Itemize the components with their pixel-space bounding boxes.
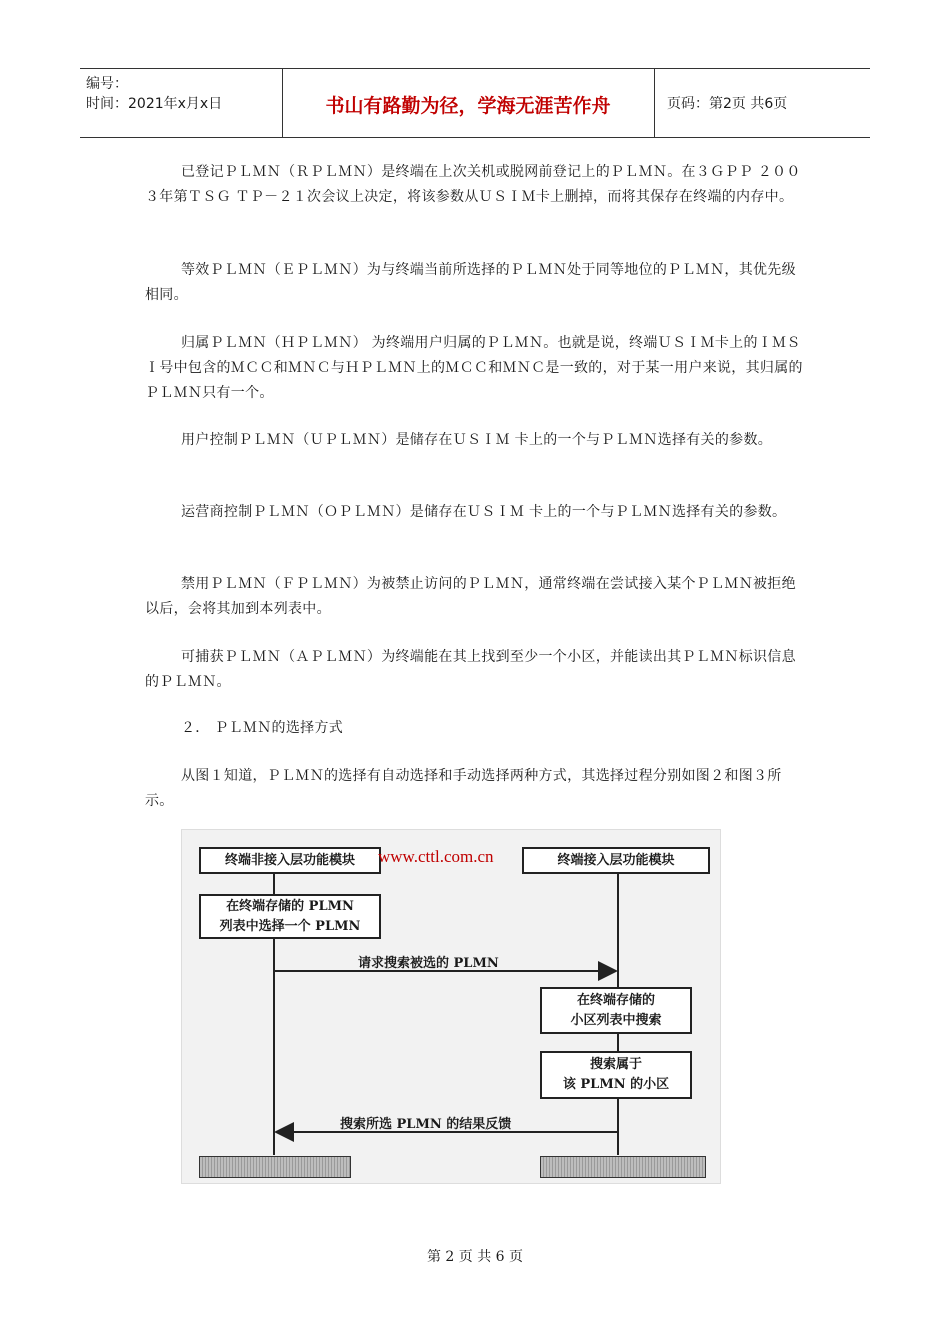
search-plmn-cell-box [540,1051,692,1099]
paragraph-oplmn: 运营商控制ＰＬＭＮ（ＯＰＬＭＮ）是储存在ＵＳＩＭ 卡上的一个与ＰＬＭＮ选择有关的参数。 [181,504,787,520]
result-message-label: 搜索所选 PLMN 的结果反馈 [340,1117,512,1132]
right-entity-label: 终端接入层功能模块 [557,852,675,868]
watermark: www.cttl.com.cn [378,847,494,866]
section-heading: ２． ＰＬＭＮ的选择方式 [181,720,344,736]
header-meta-cell [80,69,283,137]
page-header [80,68,870,138]
page-footer: 第 2 页 共 6 页 [426,1249,524,1265]
search-cell-list-box [540,987,692,1034]
document-time-label: 时间：2021年x月x日 [86,96,223,112]
select-plmn-box [199,894,381,939]
paragraph-selection-modes: 从图１知道，ＰＬＭＮ的选择有自动选择和手动选择两种方式，其选择过程分别如图２和图３所示。 [145,768,782,809]
paragraph-aplmn: 可捕获ＰＬＭＮ（ＡＰＬＭＮ）为终端能在其上找到至少一个小区，并能读出其ＰＬＭＮ标识信息的ＰＬＭＮ。 [145,649,796,690]
paragraph-rplmn: 已登记ＰＬＭＮ（ＲＰＬＭＮ）是终端在上次关机或脱网前登记上的ＰＬＭＮ。在３ＧＰＰ ２００３年第ＴＳＧ ＴＰ－２１次会议上决定，将该参数从ＵＳＩＭ卡上删掉，而将其保存在终端的内存中。 [145,164,801,205]
select-plmn-line1: 在终端存储的 PLMN [226,898,354,914]
search-plmn-cell-line1: 搜索属于 [589,1057,642,1072]
sequence-diagram [181,829,721,1184]
paragraph-uplmn: 用户控制ＰＬＭＮ（ＵＰＬＭＮ）是储存在ＵＳＩＭ 卡上的一个与ＰＬＭＮ选择有关的参数。 [181,432,773,448]
request-message-label: 请求搜索被选的 PLMN [358,956,499,971]
right-termination-bar [540,1156,706,1178]
select-plmn-line2: 列表中选择一个 PLMN [219,918,361,934]
paragraph-fplmn: 禁用ＰＬＭＮ（ＦＰＬＭＮ）为被禁止访问的ＰＬＭＮ，通常终端在尝试接入某个ＰＬＭＮ被拒绝以后，会将其加到本列表中。 [145,576,796,617]
left-entity-box [199,847,381,874]
search-cell-list-line1: 在终端存储的 [576,992,655,1008]
header-motto: 书山有路勤为径，学海无涯苦作舟 [325,95,611,117]
search-plmn-cell-line2: 该 PLMN 的小区 [562,1077,670,1092]
paragraph-eplmn: 等效ＰＬＭＮ（ＥＰＬＭＮ）为与终端当前所选择的ＰＬＭＮ处于同等地位的ＰＬＭＮ，其优先级相同。 [145,262,796,303]
header-page-cell [655,69,870,137]
header-motto-cell [282,69,655,137]
document-number-label: 编号： [86,76,128,92]
left-termination-bar [199,1156,351,1178]
header-page-number: 页码：第2页 共6页 [667,96,788,112]
right-entity-box [522,847,710,874]
search-cell-list-line2: 小区列表中搜索 [570,1012,662,1028]
left-entity-label: 终端非接入层功能模块 [224,852,355,868]
paragraph-hplmn: 归属ＰＬＭＮ（ＨＰＬＭＮ） 为终端用户归属的ＰＬＭＮ。也就是说，终端ＵＳＩＭ卡上的ＩＭＳＩ号中包含的ＭＣＣ和ＭＮＣ与ＨＰＬＭＮ上的ＭＣＣ和ＭＮＣ是一致的，对于某一用户来说，其归属的ＰＬＭＮ只有一个。 [145,335,803,401]
